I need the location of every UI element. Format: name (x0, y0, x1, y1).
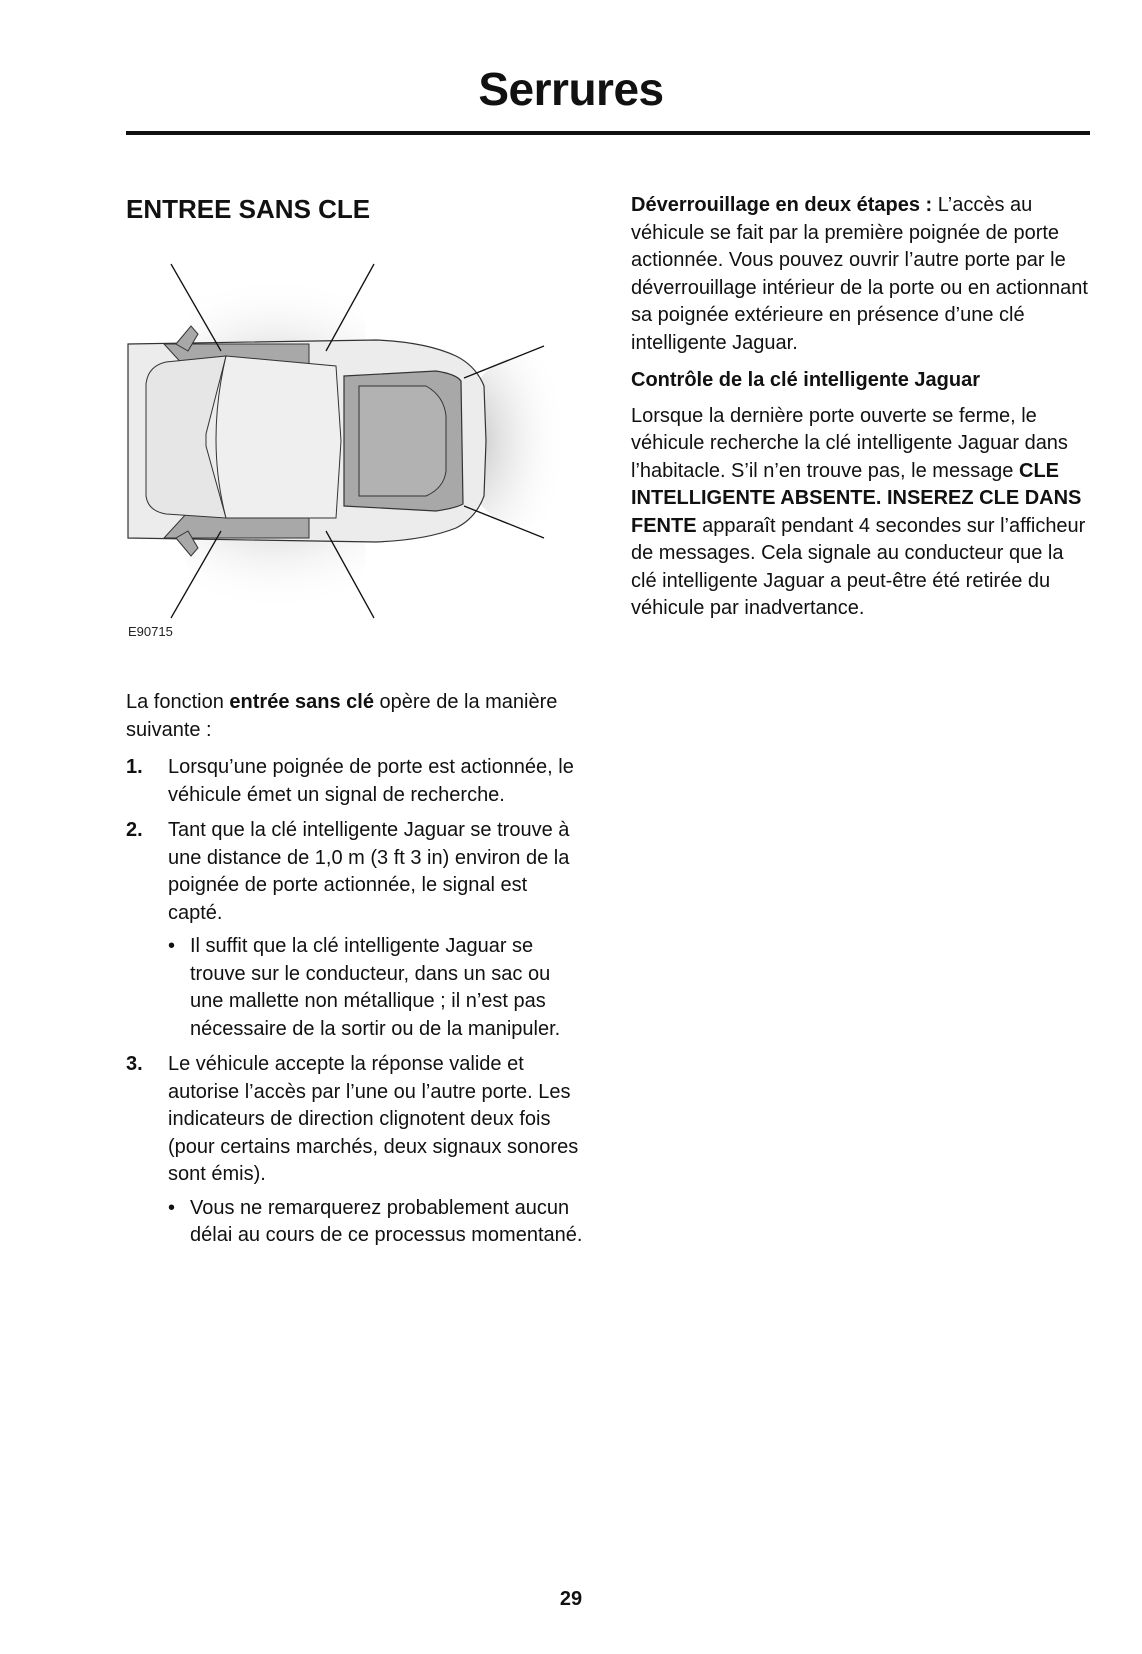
step-text: Le véhicule accepte la réponse valide et autorise l’accès par l’une ou l’autre porte. Les indicateurs de direction clignotent deux fois (pour certains marchés, deux signaux sonores sont émis). (168, 1053, 579, 1185)
roof (216, 356, 341, 518)
bullet-item (168, 1195, 586, 1250)
step-item (126, 817, 586, 1043)
bullet-list (168, 933, 586, 1043)
intro-bold: entrée sans clé (229, 691, 374, 713)
right-column (631, 192, 1091, 623)
section-heading: ENTREE SANS CLE (126, 194, 371, 224)
steps-list (126, 754, 586, 1250)
intro-text: La fonction (126, 691, 230, 713)
intro-text-end: opère de la manière suivante : (126, 691, 558, 741)
step-text: Tant que la clé intelligente Jaguar se trouve à une distance de 1,0 m (3 ft 3 in) environ de la poignée de porte actionnée, le signal est capté. (168, 819, 570, 924)
bullet-item (168, 933, 586, 1043)
smart-key-text: Lorsque la dernière porte ouverte se ferme, le véhicule recherche la clé intelligente Jaguar dans l’habitacle. S’il n’en trouve pas, le message (631, 404, 1068, 482)
intro-paragraph (126, 689, 586, 744)
step-number: 3. (126, 1053, 143, 1075)
step-item (126, 1051, 586, 1250)
two-step-unlock-label: Déverrouillage en deux étapes : (631, 194, 933, 216)
step-text: Lorsqu’une poignée de porte est actionnée, le véhicule émet un signal de recherche. (168, 756, 574, 806)
step-number: 2. (126, 819, 143, 841)
two-step-unlock-text: L’accès au véhicule se fait par la première poignée de porte actionnée. Vous pouvez ouvrir l’autre porte par le déverrouillage intérieur de la porte ou en actionnant sa poignée extérieure en présence d’une clé intelligente Jaguar. (631, 194, 1088, 354)
smart-key-check-heading: Contrôle de la clé intelligente Jaguar (631, 369, 980, 391)
bullet-text: Vous ne remarquerez probablement aucun délai au cours de ce processus momentané. (190, 1196, 583, 1246)
step-item (126, 754, 586, 809)
smart-key-text-end: apparaît pendant 4 secondes sur l’afficheur de messages. Cela signale au conducteur que la clé intelligente Jaguar a peut-être été retirée du véhicule par inadvertance. (631, 514, 1086, 619)
step-number: 1. (126, 756, 143, 778)
left-column (126, 192, 586, 1258)
message-text: CLE INTELLIGENTE ABSENTE. INSEREZ CLE DANS FENTE (631, 459, 1082, 537)
bullet-icon: • (168, 1196, 176, 1219)
bullet-list (168, 1195, 586, 1250)
rear-window-inner (359, 386, 446, 496)
figure-label: E90715 (128, 624, 173, 639)
bullet-text: Il suffit que la clé intelligente Jaguar se trouve sur le conducteur, dans un sac ou une mallette non métallique ; il n’est pas nécessaire de la sortir ou de la manipuler. (190, 935, 561, 1040)
title-rule (126, 131, 1090, 135)
page-title: Serrures (478, 63, 664, 115)
bullet-icon: • (168, 935, 176, 957)
two-step-unlock-paragraph (631, 192, 1091, 357)
page-number: 29 (559, 1588, 583, 1610)
car-top-view-diagram (126, 256, 586, 656)
smart-key-check-paragraph (631, 403, 1091, 623)
keyless-entry-figure (126, 256, 586, 656)
